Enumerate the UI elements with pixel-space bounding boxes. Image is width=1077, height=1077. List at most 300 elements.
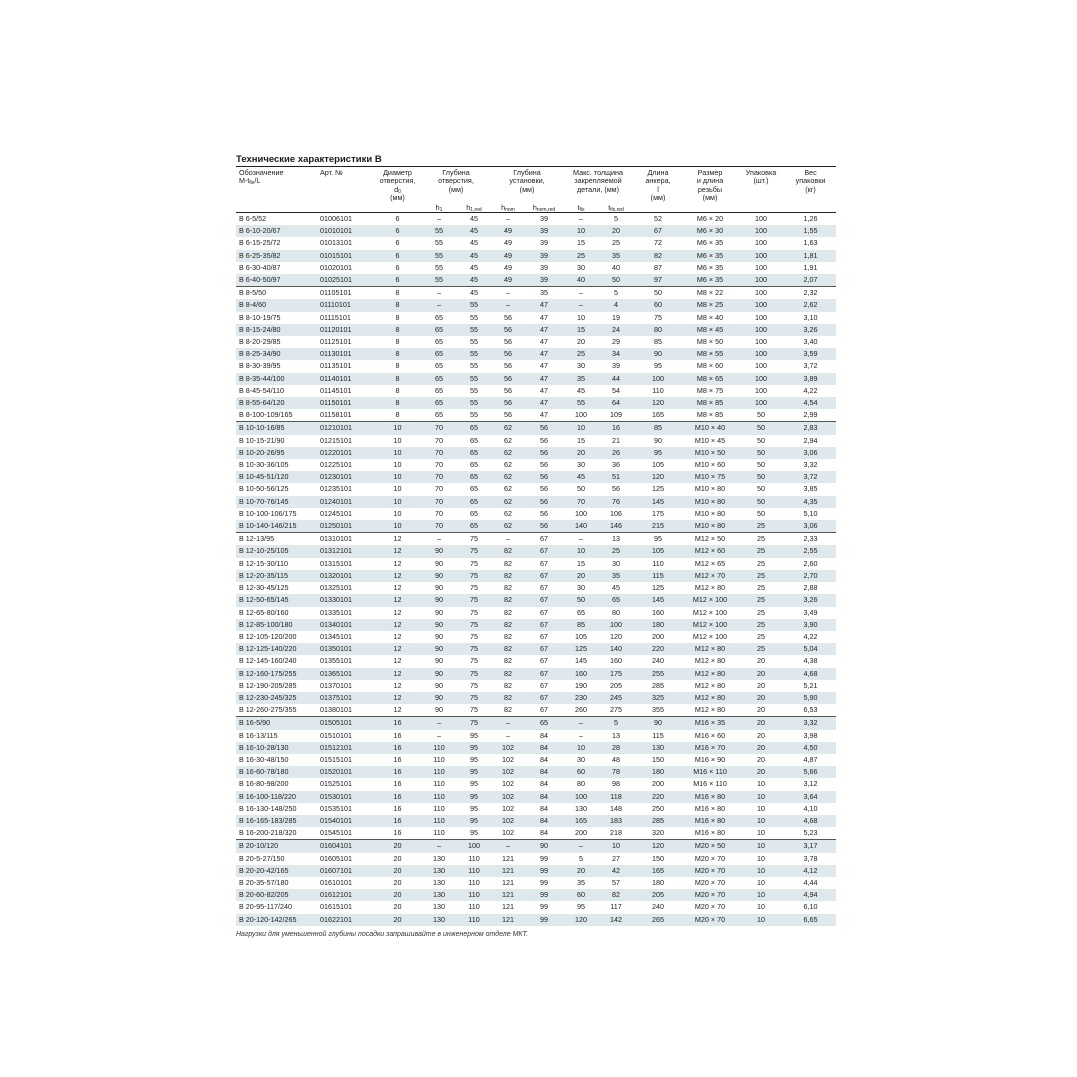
cell-package-qty: 20 bbox=[737, 766, 785, 778]
table-row bbox=[236, 299, 836, 311]
cell-h-nom-red: 67 bbox=[525, 692, 563, 704]
cell-thread-size: M20 × 70 bbox=[694, 877, 726, 887]
cell-h1-red: 110 bbox=[468, 853, 480, 863]
cell-h1: 90 bbox=[421, 570, 457, 582]
cell-package-weight: 5,66 bbox=[785, 766, 836, 778]
cell-diameter: 16 bbox=[393, 779, 402, 789]
cell-package-weight: 4,12 bbox=[785, 865, 836, 877]
cell-designation: B 16-10-28/130 bbox=[236, 742, 314, 754]
cell-package-qty: 50 bbox=[737, 471, 785, 483]
cell-t-fix-red: 160 bbox=[610, 656, 623, 666]
cell-diameter: 12 bbox=[393, 558, 402, 568]
cell-package-qty: 25 bbox=[737, 570, 785, 582]
cell-anchor-length: 95 bbox=[633, 447, 683, 459]
table-row bbox=[236, 853, 836, 865]
cell-h1-red: 55 bbox=[470, 410, 478, 420]
cell-thread-size: M8 × 40 bbox=[696, 312, 724, 322]
table-row bbox=[236, 520, 836, 533]
cell-t-fix: – bbox=[563, 299, 599, 311]
cell-t-fix-red: 80 bbox=[612, 607, 621, 617]
cell-package-qty: 50 bbox=[757, 508, 766, 518]
cell-package-qty: 20 bbox=[757, 730, 766, 740]
cell-diameter: 6 bbox=[395, 238, 400, 248]
cell-anchor-length: 240 bbox=[652, 902, 665, 912]
cell-h-nom: – bbox=[506, 730, 510, 740]
table-row bbox=[236, 840, 836, 853]
table-row bbox=[236, 901, 836, 913]
cell-h-nom: 62 bbox=[504, 435, 512, 445]
cell-h1-red: 95 bbox=[457, 791, 491, 803]
cell-h-nom: 102 bbox=[502, 754, 514, 764]
cell-h-nom: 49 bbox=[491, 250, 525, 262]
cell-h-nom: 121 bbox=[491, 889, 525, 901]
table-row bbox=[236, 582, 836, 594]
cell-h-nom-red: 56 bbox=[525, 422, 563, 435]
cell-h1-red: 55 bbox=[457, 299, 491, 311]
cell-h-nom-red: 56 bbox=[525, 471, 563, 483]
cell-package-qty: 100 bbox=[755, 238, 768, 248]
cell-thread-size: M10 × 60 bbox=[694, 460, 726, 470]
cell-thread-size: M16 × 80 bbox=[694, 828, 726, 838]
cell-h-nom-red: 84 bbox=[525, 791, 563, 803]
cell-thread-size: M8 × 65 bbox=[683, 373, 737, 385]
cell-h-nom-red: 47 bbox=[525, 373, 563, 385]
cell-h1-red: 75 bbox=[457, 643, 491, 655]
cell-thread-size: M20 × 70 bbox=[694, 853, 726, 863]
cell-h-nom: 56 bbox=[491, 397, 525, 409]
cell-h-nom: 49 bbox=[491, 274, 525, 287]
cell-t-fix-red: 57 bbox=[612, 877, 621, 887]
cell-h-nom: 82 bbox=[504, 558, 512, 568]
cell-t-fix-red: 109 bbox=[610, 410, 623, 420]
cell-t-fix-red: 275 bbox=[610, 705, 623, 715]
cell-package-qty: 20 bbox=[737, 668, 785, 680]
cell-thread-size: M20 × 70 bbox=[683, 865, 737, 877]
cell-art-number: 01125101 bbox=[320, 337, 352, 347]
cell-h-nom-red: 67 bbox=[525, 545, 563, 557]
cell-t-fix: 50 bbox=[577, 484, 586, 494]
cell-t-fix: 40 bbox=[563, 274, 599, 287]
cell-h1-red: 55 bbox=[457, 348, 491, 360]
cell-package-qty: 10 bbox=[757, 779, 766, 789]
cell-t-fix: 20 bbox=[577, 337, 586, 347]
cell-h1: 65 bbox=[435, 337, 443, 347]
cell-diameter: 6 bbox=[374, 274, 421, 287]
cell-t-fix: 100 bbox=[575, 508, 588, 518]
cell-designation: B 12-190-205/285 bbox=[239, 680, 297, 690]
cell-designation: B 6-40-50/97 bbox=[236, 274, 314, 287]
cell-thread-size: M20 × 50 bbox=[683, 840, 737, 853]
cell-h1-red: 45 bbox=[457, 250, 491, 262]
cell-diameter: 12 bbox=[393, 631, 402, 641]
cell-t-fix: 35 bbox=[577, 877, 586, 887]
cell-anchor-length: 110 bbox=[652, 558, 664, 568]
cell-h-nom: – bbox=[491, 717, 525, 730]
cell-diameter: 8 bbox=[395, 361, 400, 371]
cell-package-weight: 4,22 bbox=[803, 631, 818, 641]
cell-t-fix-red: 142 bbox=[599, 914, 633, 926]
cell-t-fix-red: 78 bbox=[599, 766, 633, 778]
cell-package-weight: 3,10 bbox=[803, 312, 818, 322]
cell-h-nom: 121 bbox=[491, 914, 525, 926]
cell-package-qty: 100 bbox=[737, 397, 785, 409]
cell-thread-size: M8 × 85 bbox=[683, 397, 737, 409]
cell-anchor-length: 95 bbox=[633, 533, 683, 546]
cell-h1: 65 bbox=[421, 373, 457, 385]
cell-thread-size: M12 × 80 bbox=[694, 656, 726, 666]
cell-anchor-length: 200 bbox=[652, 779, 665, 789]
cell-h1: 55 bbox=[421, 225, 457, 237]
cell-designation: B 10-100-106/175 bbox=[239, 508, 297, 518]
cell-package-qty: 100 bbox=[755, 361, 768, 371]
cell-anchor-length: 60 bbox=[633, 299, 683, 311]
cell-designation: B 16-30-48/150 bbox=[239, 754, 289, 764]
cell-designation: B 16-130-148/250 bbox=[239, 803, 297, 813]
cell-h-nom: 56 bbox=[504, 385, 512, 395]
cell-anchor-length: 250 bbox=[652, 803, 665, 813]
cell-h1-red: 95 bbox=[470, 803, 478, 813]
cell-h1-red: 65 bbox=[457, 471, 491, 483]
cell-h1-red: 55 bbox=[470, 361, 478, 371]
cell-h-nom: 82 bbox=[504, 656, 512, 666]
cell-h1-red: 110 bbox=[457, 889, 491, 901]
cell-t-fix-red: 13 bbox=[599, 533, 633, 546]
cell-h-nom: – bbox=[491, 840, 525, 853]
cell-diameter: 16 bbox=[374, 717, 421, 730]
cell-t-fix-red: 218 bbox=[610, 828, 623, 838]
cell-h-nom-red: 39 bbox=[540, 238, 548, 248]
cell-art-number: 01370101 bbox=[320, 680, 352, 690]
table-row bbox=[236, 778, 836, 790]
cell-h-nom-red: 67 bbox=[540, 656, 548, 666]
cell-thread-size: M16 × 90 bbox=[694, 754, 726, 764]
cell-designation: B 10-30-36/105 bbox=[239, 460, 289, 470]
cell-art-number: 01545101 bbox=[320, 828, 352, 838]
cell-package-qty: 100 bbox=[737, 287, 785, 300]
cell-package-qty: 100 bbox=[755, 214, 768, 223]
cell-designation: B 20-10/120 bbox=[236, 840, 314, 853]
cell-h-nom-red: 84 bbox=[540, 828, 548, 838]
cell-h1-red: 65 bbox=[470, 460, 478, 470]
cell-diameter: 16 bbox=[374, 742, 421, 754]
cell-package-qty: 10 bbox=[737, 914, 785, 926]
cell-anchor-length: 125 bbox=[652, 583, 665, 593]
cell-h-nom: 82 bbox=[491, 619, 525, 631]
header-weight: Вес упаковки (кг) bbox=[785, 167, 836, 213]
cell-package-weight: 5,21 bbox=[803, 680, 818, 690]
table-row bbox=[236, 704, 836, 717]
cell-package-weight: 3,72 bbox=[785, 471, 836, 483]
cell-package-weight: 3,26 bbox=[785, 594, 836, 606]
cell-h1-red: 75 bbox=[470, 705, 478, 715]
cell-anchor-length: 200 bbox=[652, 631, 665, 641]
table-row bbox=[236, 877, 836, 889]
cell-designation: B 10-20-26/95 bbox=[236, 447, 314, 459]
cell-h-nom: 62 bbox=[504, 484, 512, 494]
cell-h-nom: 62 bbox=[491, 520, 525, 533]
cell-h-nom-red: 67 bbox=[540, 680, 548, 690]
cell-h1: 130 bbox=[421, 889, 457, 901]
cell-thread-size: M8 × 55 bbox=[683, 348, 737, 360]
cell-t-fix: 20 bbox=[563, 570, 599, 582]
cell-anchor-length: 105 bbox=[633, 545, 683, 557]
cell-package-qty: 50 bbox=[737, 447, 785, 459]
cell-h-nom: 102 bbox=[491, 742, 525, 754]
table-row bbox=[236, 435, 836, 447]
table-row bbox=[236, 533, 836, 546]
cell-h-nom: 56 bbox=[504, 337, 512, 347]
cell-h-nom-red: 84 bbox=[525, 815, 563, 827]
cell-t-fix: 160 bbox=[563, 668, 599, 680]
cell-diameter: 20 bbox=[374, 840, 421, 853]
cell-t-fix-red: 5 bbox=[599, 287, 633, 300]
cell-art-number: 01140101 bbox=[314, 373, 374, 385]
cell-thread-size: M10 × 40 bbox=[683, 422, 737, 435]
cell-h1: 90 bbox=[421, 619, 457, 631]
cell-h-nom: 62 bbox=[491, 471, 525, 483]
header-anchor-length: Длина анкера, l (мм) bbox=[633, 167, 683, 213]
cell-h1: 130 bbox=[433, 853, 445, 863]
cell-t-fix: 80 bbox=[577, 779, 586, 789]
cell-package-weight: 3,49 bbox=[803, 607, 818, 617]
cell-package-qty: 10 bbox=[737, 840, 785, 853]
cell-h-nom-red: 99 bbox=[525, 889, 563, 901]
cell-package-qty: 20 bbox=[737, 692, 785, 704]
cell-package-weight: 3,06 bbox=[785, 520, 836, 533]
cell-designation: B 12-260-275/355 bbox=[239, 705, 297, 715]
cell-art-number: 01245101 bbox=[320, 508, 352, 518]
cell-diameter: 6 bbox=[374, 250, 421, 262]
cell-thread-size: M12 × 100 bbox=[683, 619, 737, 631]
cell-art-number: 01135101 bbox=[320, 361, 352, 371]
cell-t-fix: 100 bbox=[563, 791, 599, 803]
cell-thread-size: M8 × 75 bbox=[696, 385, 724, 395]
cell-package-weight: 2,55 bbox=[785, 545, 836, 557]
cell-h-nom: 82 bbox=[504, 607, 512, 617]
cell-h-nom: 82 bbox=[504, 631, 512, 641]
header-designation: Обозначение $M-t_{fix}/L$ bbox=[239, 168, 284, 187]
table-row bbox=[236, 680, 836, 692]
cell-package-weight: 4,10 bbox=[803, 803, 818, 813]
cell-anchor-length: 285 bbox=[652, 680, 665, 690]
cell-h1-red: 45 bbox=[457, 225, 491, 237]
cell-designation: B 10-50-56/125 bbox=[239, 484, 289, 494]
cell-designation: B 8-4/60 bbox=[236, 299, 314, 311]
cell-diameter: 10 bbox=[374, 471, 421, 483]
cell-package-weight: 5,90 bbox=[785, 692, 836, 704]
cell-art-number: 01604101 bbox=[314, 840, 374, 853]
cell-package-qty: 25 bbox=[757, 558, 766, 568]
cell-art-number: 01105101 bbox=[314, 287, 374, 300]
cell-diameter: 8 bbox=[374, 373, 421, 385]
cell-art-number: 01013101 bbox=[320, 238, 352, 248]
cell-package-qty: 20 bbox=[757, 656, 766, 666]
cell-package-weight: 4,35 bbox=[785, 496, 836, 508]
cell-h-nom: 56 bbox=[504, 312, 512, 322]
cell-thread-size: M20 × 70 bbox=[683, 889, 737, 901]
cell-thread-size: M6 × 35 bbox=[696, 262, 724, 272]
cell-t-fix-red: 106 bbox=[610, 508, 623, 518]
cell-art-number: 01010101 bbox=[314, 225, 374, 237]
cell-t-fix-red: 50 bbox=[599, 274, 633, 287]
table-row bbox=[236, 447, 836, 459]
cell-package-qty: 50 bbox=[757, 460, 766, 470]
cell-t-fix-red: 140 bbox=[599, 643, 633, 655]
cell-package-weight: 3,78 bbox=[803, 853, 818, 863]
cell-package-weight: 6,53 bbox=[803, 705, 818, 715]
cell-h-nom: 49 bbox=[504, 262, 512, 272]
cell-h1-red: 75 bbox=[457, 692, 491, 704]
cell-diameter: 16 bbox=[393, 730, 402, 740]
cell-h1: 65 bbox=[421, 397, 457, 409]
cell-t-fix: 10 bbox=[563, 545, 599, 557]
cell-t-fix-red: 29 bbox=[612, 337, 621, 347]
cell-h1-red: 55 bbox=[470, 312, 478, 322]
table-row bbox=[236, 422, 836, 435]
cell-h1: 90 bbox=[435, 607, 443, 617]
cell-h1-red: 75 bbox=[457, 717, 491, 730]
cell-anchor-length: 145 bbox=[633, 594, 683, 606]
cell-h-nom-red: 67 bbox=[540, 631, 548, 641]
cell-h1-red: 95 bbox=[470, 730, 478, 740]
cell-package-qty: 100 bbox=[737, 324, 785, 336]
cell-t-fix: 15 bbox=[563, 324, 599, 336]
cell-art-number: 01240101 bbox=[314, 496, 374, 508]
cell-h-nom: 102 bbox=[502, 779, 514, 789]
cell-h1: 70 bbox=[421, 496, 457, 508]
cell-package-qty: 25 bbox=[757, 607, 766, 617]
cell-thread-size: M16 × 80 bbox=[683, 815, 737, 827]
cell-designation: B 20-95-117/240 bbox=[239, 902, 293, 912]
cell-diameter: 8 bbox=[395, 385, 400, 395]
table-row bbox=[236, 631, 836, 643]
cell-package-weight: 2,88 bbox=[803, 583, 818, 593]
cell-package-qty: 25 bbox=[737, 594, 785, 606]
cell-art-number: 01312101 bbox=[314, 545, 374, 557]
cell-package-qty: 20 bbox=[757, 680, 766, 690]
cell-h1-red: 65 bbox=[470, 484, 478, 494]
cell-designation: B 20-35-57/180 bbox=[239, 877, 289, 887]
cell-package-qty: 25 bbox=[737, 643, 785, 655]
cell-h-nom-red: 39 bbox=[540, 214, 548, 223]
cell-package-weight: 3,90 bbox=[785, 619, 836, 631]
cell-thread-size: M10 × 80 bbox=[683, 496, 737, 508]
cell-h-nom-red: 84 bbox=[540, 730, 548, 740]
cell-t-fix: 130 bbox=[575, 803, 588, 813]
cell-t-fix-red: 42 bbox=[599, 865, 633, 877]
cell-t-fix: 45 bbox=[577, 385, 586, 395]
cell-package-weight: 1,26 bbox=[803, 214, 818, 223]
cell-t-fix-red: 183 bbox=[599, 815, 633, 827]
cell-h1: 110 bbox=[421, 766, 457, 778]
cell-anchor-length: 82 bbox=[633, 250, 683, 262]
header-spacer bbox=[314, 203, 374, 213]
cell-package-qty: 100 bbox=[755, 385, 768, 395]
cell-art-number: 01315101 bbox=[320, 558, 352, 568]
cell-t-fix-red: 5 bbox=[614, 214, 619, 223]
cell-diameter: 12 bbox=[374, 668, 421, 680]
cell-h1: 90 bbox=[435, 631, 443, 641]
cell-t-fix-red: 64 bbox=[599, 397, 633, 409]
cell-h-nom: 49 bbox=[504, 238, 512, 248]
cell-thread-size: M20 × 70 bbox=[694, 902, 726, 912]
cell-t-fix: 20 bbox=[563, 447, 599, 459]
header-install-depth: Глубина установки, (мм) bbox=[509, 168, 545, 194]
table-row bbox=[236, 348, 836, 360]
cell-h-nom-red: 99 bbox=[540, 853, 548, 863]
cell-package-qty: 25 bbox=[757, 583, 766, 593]
cell-diameter: 10 bbox=[374, 422, 421, 435]
cell-designation: B 12-20-35/115 bbox=[236, 570, 314, 582]
cell-h-nom-red: 39 bbox=[540, 262, 548, 272]
cell-h-nom-red: 67 bbox=[525, 594, 563, 606]
cell-h1: 90 bbox=[435, 705, 443, 715]
cell-t-fix-red: 28 bbox=[599, 742, 633, 754]
cell-art-number: 01220101 bbox=[314, 447, 374, 459]
cell-thread-size: M16 × 80 bbox=[683, 791, 737, 803]
cell-h-nom-red: 84 bbox=[540, 754, 548, 764]
cell-t-fix: 100 bbox=[575, 410, 588, 420]
cell-designation: B 12-105-120/200 bbox=[239, 631, 297, 641]
cell-anchor-length: 120 bbox=[633, 471, 683, 483]
cell-h1: – bbox=[421, 287, 457, 300]
cell-h1-red: 45 bbox=[470, 262, 478, 272]
cell-h1: – bbox=[437, 730, 441, 740]
cell-h1: 130 bbox=[421, 865, 457, 877]
cell-h-nom-red: 47 bbox=[525, 299, 563, 311]
table-row bbox=[236, 668, 836, 680]
cell-art-number: 01340101 bbox=[314, 619, 374, 631]
cell-anchor-length: 67 bbox=[633, 225, 683, 237]
cell-diameter: 8 bbox=[374, 287, 421, 300]
cell-h1: 110 bbox=[433, 803, 445, 813]
cell-t-fix: 20 bbox=[563, 865, 599, 877]
header-spacer bbox=[236, 203, 314, 213]
cell-h-nom-red: 84 bbox=[525, 742, 563, 754]
cell-t-fix-red: 54 bbox=[612, 385, 621, 395]
header-diameter: Диаметр отверстия, $d_0$ (мм) bbox=[374, 167, 421, 213]
cell-art-number: 01505101 bbox=[314, 717, 374, 730]
cell-h-nom-red: 56 bbox=[525, 447, 563, 459]
cell-h-nom-red: 47 bbox=[525, 324, 563, 336]
cell-package-qty: 100 bbox=[755, 312, 768, 322]
cell-thread-size: M8 × 45 bbox=[683, 324, 737, 336]
cell-designation: B 12-65-80/160 bbox=[239, 607, 289, 617]
cell-t-fix: 25 bbox=[563, 348, 599, 360]
cell-anchor-length: 355 bbox=[652, 705, 665, 715]
cell-package-weight: 4,94 bbox=[785, 889, 836, 901]
cell-t-fix: 10 bbox=[577, 312, 586, 322]
cell-designation: B 16-80-98/200 bbox=[239, 779, 289, 789]
table-row bbox=[236, 213, 836, 226]
cell-h1: 55 bbox=[421, 250, 457, 262]
cell-h1: 110 bbox=[433, 754, 445, 764]
cell-t-fix: 10 bbox=[563, 422, 599, 435]
cell-h1: 55 bbox=[435, 238, 443, 248]
cell-h-nom-red: 39 bbox=[525, 274, 563, 287]
cell-diameter: 20 bbox=[374, 914, 421, 926]
cell-diameter: 20 bbox=[374, 889, 421, 901]
cell-package-weight: 4,68 bbox=[785, 668, 836, 680]
table-row bbox=[236, 312, 836, 324]
cell-h-nom-red: 47 bbox=[525, 348, 563, 360]
cell-h-nom-red: 99 bbox=[525, 865, 563, 877]
cell-h1-red: 55 bbox=[457, 397, 491, 409]
cell-h-nom: 82 bbox=[491, 570, 525, 582]
cell-t-fix-red: 56 bbox=[612, 484, 621, 494]
header-thread: Размер и длина резьбы (мм) bbox=[683, 167, 737, 213]
cell-diameter: 12 bbox=[374, 533, 421, 546]
